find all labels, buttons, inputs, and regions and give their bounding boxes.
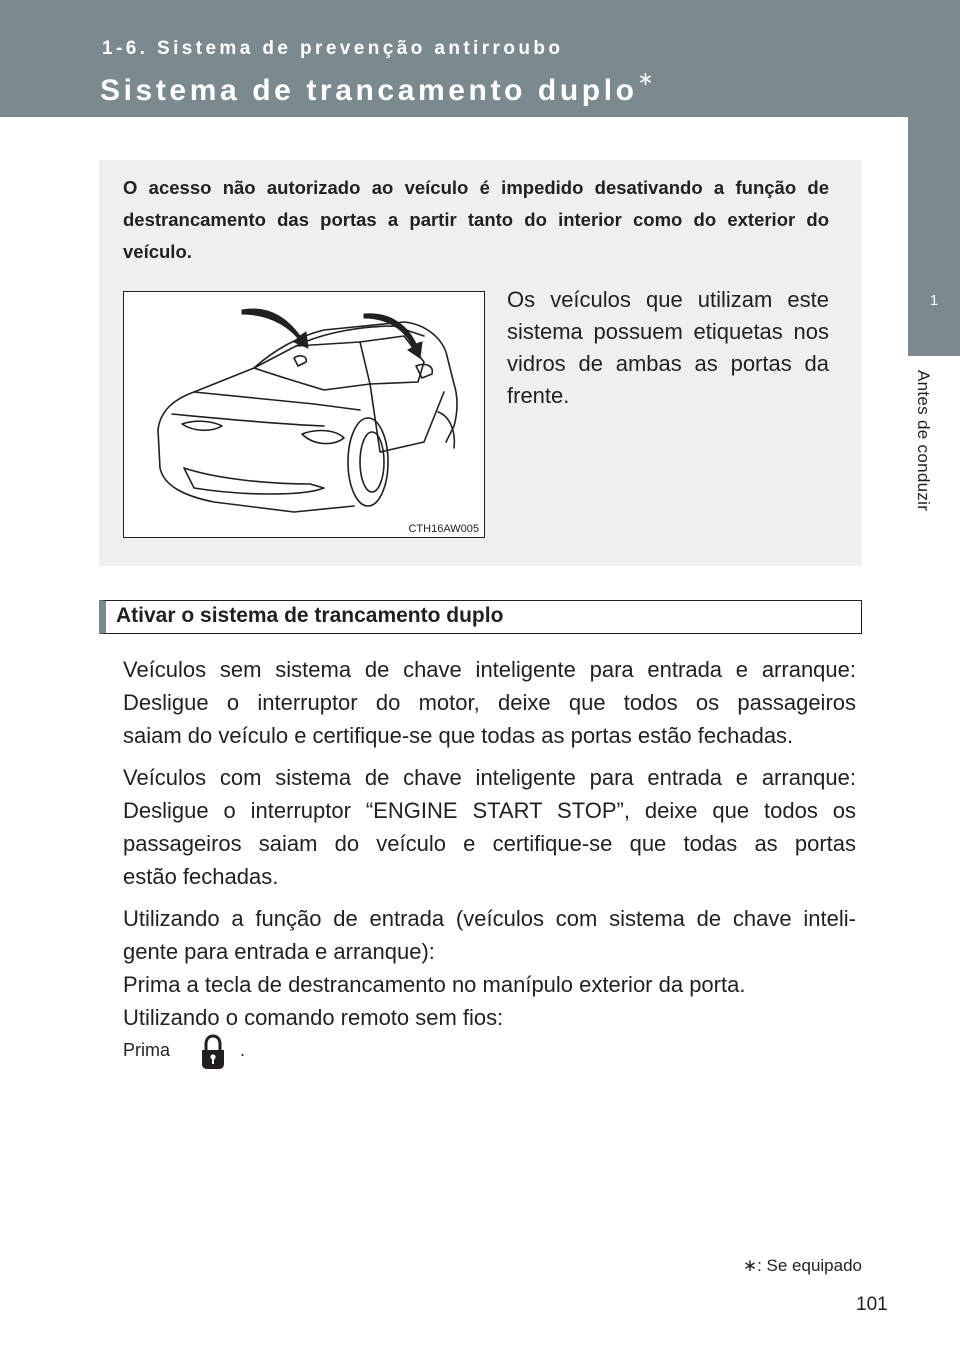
paragraph-line: Prima a tecla de destrancamento no manípulo exterior da porta. bbox=[123, 972, 746, 997]
prima-period: . bbox=[240, 1040, 246, 1060]
chapter-header bbox=[0, 0, 960, 117]
paragraph-entry-function bbox=[123, 902, 856, 1034]
figure-code: CTH16AW005 bbox=[408, 523, 479, 535]
intro-text: O acesso não autorizado ao veículo é impedido desativando a função de destrancamento das portas a partir tanto do interior como do exterior do veículo. bbox=[123, 177, 829, 262]
paragraph-line: Desligue o interruptor “ENGINE START STOP”, deixe que todos os bbox=[123, 798, 856, 823]
paragraph-line: Veículos com sistema de chave inteligente para entrada e arranque: bbox=[123, 765, 856, 790]
chapter-number: 1 bbox=[929, 292, 939, 309]
chapter-name: Antes de conduzir bbox=[914, 370, 933, 512]
paragraph-line: Utilizando a função de entrada (veículos com sistema de chave inteli- bbox=[123, 906, 856, 931]
subheading bbox=[99, 600, 862, 634]
footnote: ∗: Se equipado bbox=[742, 1256, 862, 1275]
paragraph-line: gente para entrada e arranque): bbox=[123, 939, 435, 964]
equipped-mark: ∗ bbox=[637, 69, 654, 90]
chapter-tab bbox=[908, 117, 960, 356]
paragraph-with-smart-key bbox=[123, 761, 856, 893]
lock-icon bbox=[198, 1034, 228, 1070]
paragraph-line: Desligue o interruptor do motor, deixe que todos os passageiros bbox=[123, 690, 856, 715]
paragraph-line: Veículos sem sistema de chave inteligente para entrada e arranque: bbox=[123, 657, 856, 682]
paragraph-line: passageiros saiam do veículo e certifique-se que todas as portas bbox=[123, 831, 856, 856]
car-illustration bbox=[123, 291, 485, 538]
intro-box bbox=[99, 160, 862, 566]
page-title bbox=[100, 69, 654, 108]
prima-text: Prima bbox=[123, 1040, 171, 1060]
car-drawing bbox=[124, 292, 483, 536]
section-label: 1-6. Sistema de prevenção antirroubo bbox=[102, 38, 564, 59]
page-title-text: Sistema de trancamento duplo bbox=[100, 74, 638, 107]
paragraph-line: estão fechadas. bbox=[123, 864, 279, 889]
paragraph-without-smart-key bbox=[123, 653, 856, 752]
label-note: Os veículos que utilizam este sistema possuem etiquetas nos vidros de ambas as portas da frente. bbox=[507, 287, 829, 408]
subheading-text: Ativar o sistema de trancamento duplo bbox=[116, 604, 504, 627]
paragraph-line: Utilizando o comando remoto sem fios: bbox=[123, 1005, 504, 1030]
paragraph-line: saiam do veículo e certifique-se que todas as portas estão fechadas. bbox=[123, 723, 794, 748]
page-number: 101 bbox=[856, 1294, 888, 1315]
